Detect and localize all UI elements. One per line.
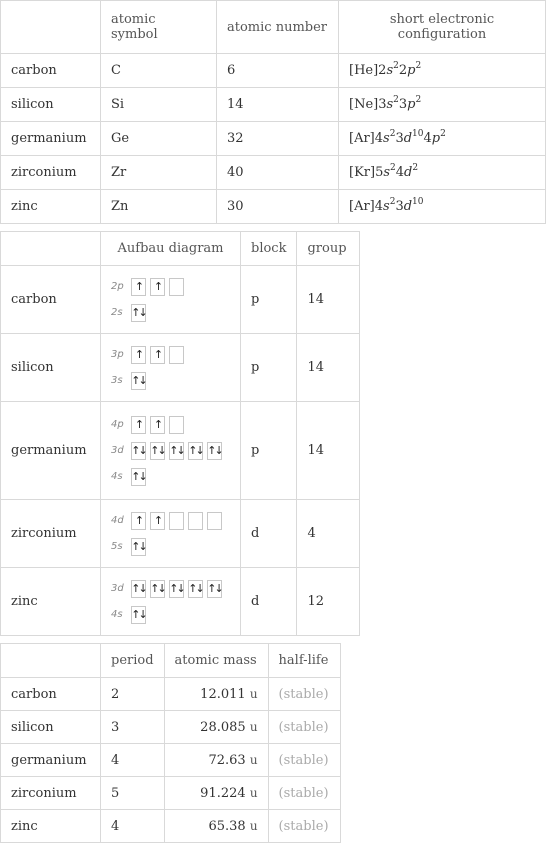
group-value: 14 xyxy=(297,334,360,402)
table-row xyxy=(1,88,546,122)
orbital-label: 3s xyxy=(111,375,123,386)
configuration-part: 4 xyxy=(423,131,432,146)
table-row xyxy=(1,744,341,777)
electron-configuration-table xyxy=(0,0,546,224)
configuration-part: 3 xyxy=(398,97,408,112)
atomic-symbol: Ge xyxy=(101,122,217,156)
orbital-box-pair: ↑↓ xyxy=(131,580,146,598)
mass-value: 65.38 xyxy=(208,818,246,834)
group-value: 14 xyxy=(297,266,360,334)
atomic-number: 14 xyxy=(217,88,339,122)
orbital-row xyxy=(111,277,230,297)
header-atomic-symbol: atomic symbol xyxy=(101,1,217,54)
configuration-part: s xyxy=(386,97,394,112)
orbital-diagram xyxy=(111,273,230,327)
electronic-configuration xyxy=(339,122,546,156)
orbital-box-empty xyxy=(188,512,203,530)
orbital-label: 4d xyxy=(111,515,124,526)
orbital-box-pair: ↑↓ xyxy=(169,442,184,460)
table-header-row xyxy=(1,644,341,678)
orbital-box-up: ↑ xyxy=(150,278,165,296)
orbital-label: 4p xyxy=(111,419,124,430)
mass-value: 12.011 xyxy=(200,686,246,702)
mass-unit: u xyxy=(249,686,258,701)
orbital-row xyxy=(111,371,230,391)
configuration-part: p xyxy=(407,63,416,78)
header-aufbau-diagram: Aufbau diagram xyxy=(101,232,241,266)
orbital-box-pair: ↑↓ xyxy=(131,538,146,556)
half-life-value: (stable) xyxy=(268,744,340,777)
configuration-part: 2 xyxy=(389,129,396,139)
block-value: p xyxy=(241,334,297,402)
atomic-symbol: C xyxy=(101,54,217,88)
orbital-diagram xyxy=(111,507,230,561)
configuration-part: [Ar]4 xyxy=(349,199,384,214)
group-value: 12 xyxy=(297,568,360,636)
configuration-part: 3 xyxy=(395,131,404,146)
configuration-part: 2 xyxy=(398,63,408,78)
atomic-number: 32 xyxy=(217,122,339,156)
atomic-mass xyxy=(164,777,268,810)
orbital-box-pair: ↑↓ xyxy=(131,468,146,486)
aufbau-diagram xyxy=(101,266,241,334)
electronic-configuration xyxy=(339,54,546,88)
orbital-label: 4s xyxy=(111,471,123,482)
header-group: group xyxy=(297,232,360,266)
mass-unit: u xyxy=(249,818,258,833)
element-name: zirconium xyxy=(1,500,101,568)
header-blank xyxy=(1,1,101,54)
orbital-box-pair: ↑↓ xyxy=(188,580,203,598)
configuration-part: s xyxy=(383,165,391,180)
orbital-label: 4s xyxy=(111,609,123,620)
element-name: germanium xyxy=(1,744,101,777)
element-name: carbon xyxy=(1,678,101,711)
table-row xyxy=(1,711,341,744)
orbital-row xyxy=(111,303,230,323)
element-name: germanium xyxy=(1,122,101,156)
table-row xyxy=(1,402,360,500)
configuration-part: 10 xyxy=(412,197,424,207)
half-life-value: (stable) xyxy=(268,810,340,843)
group-value: 14 xyxy=(297,402,360,500)
mass-value: 91.224 xyxy=(200,785,246,801)
configuration-part: 2 xyxy=(393,95,399,105)
configuration-part: [Ne]3 xyxy=(349,97,387,112)
aufbau-diagram xyxy=(101,334,241,402)
orbital-row xyxy=(111,579,230,599)
period-value: 5 xyxy=(101,777,165,810)
orbital-row xyxy=(111,511,230,531)
configuration-part: 2 xyxy=(440,129,446,139)
orbital-diagram xyxy=(111,575,230,629)
configuration-part: p xyxy=(431,131,441,146)
configuration-part: 4 xyxy=(395,165,405,180)
block-value: d xyxy=(241,500,297,568)
configuration-part: 3 xyxy=(395,199,404,214)
configuration-part: d xyxy=(403,131,413,146)
period-value: 4 xyxy=(101,744,165,777)
orbital-label: 3d xyxy=(111,445,124,456)
configuration-part: 2 xyxy=(393,61,399,71)
mass-value: 28.085 xyxy=(200,719,246,735)
aufbau-diagram xyxy=(101,568,241,636)
configuration-part: d xyxy=(404,165,413,180)
orbital-row xyxy=(111,467,230,487)
configuration-part: [He]2 xyxy=(349,63,387,78)
configuration-part: s xyxy=(386,63,394,78)
header-period: period xyxy=(101,644,165,678)
orbital-box-pair: ↑↓ xyxy=(169,580,184,598)
atomic-mass xyxy=(164,711,268,744)
element-name: germanium xyxy=(1,402,101,500)
orbital-label: 2s xyxy=(111,307,123,318)
electronic-configuration xyxy=(339,88,546,122)
orbital-box-up: ↑ xyxy=(150,346,165,364)
orbital-box-pair: ↑↓ xyxy=(207,442,222,460)
header-electronic-configuration: short electronic configuration xyxy=(339,1,546,54)
configuration-part: 2 xyxy=(412,163,419,173)
element-name: silicon xyxy=(1,334,101,402)
table-header-row xyxy=(1,232,360,266)
electronic-configuration xyxy=(339,156,546,190)
orbital-label: 5s xyxy=(111,541,123,552)
orbital-row xyxy=(111,605,230,625)
orbital-box-empty xyxy=(169,278,184,296)
orbital-label: 3p xyxy=(111,349,124,360)
orbital-label: 3d xyxy=(111,583,124,594)
mass-unit: u xyxy=(249,785,258,800)
mass-unit: u xyxy=(249,719,258,734)
element-name: zirconium xyxy=(1,156,101,190)
orbital-row xyxy=(111,441,230,461)
orbital-box-up: ↑ xyxy=(150,416,165,434)
configuration-part: p xyxy=(407,97,416,112)
orbital-box-pair: ↑↓ xyxy=(131,442,146,460)
group-value: 4 xyxy=(297,500,360,568)
orbital-box-pair: ↑↓ xyxy=(131,372,146,390)
configuration-part: 2 xyxy=(415,61,422,71)
period-value: 2 xyxy=(101,678,165,711)
configuration-part: s xyxy=(383,131,390,146)
element-name: silicon xyxy=(1,711,101,744)
element-name: carbon xyxy=(1,54,101,88)
aufbau-diagram xyxy=(101,402,241,500)
block-value: p xyxy=(241,266,297,334)
table-row xyxy=(1,777,341,810)
orbital-box-pair: ↑↓ xyxy=(150,580,165,598)
orbital-box-empty xyxy=(169,512,184,530)
orbital-box-up: ↑ xyxy=(131,416,146,434)
element-name: silicon xyxy=(1,88,101,122)
half-life-value: (stable) xyxy=(268,711,340,744)
half-life-value: (stable) xyxy=(268,777,340,810)
element-name: zinc xyxy=(1,190,101,224)
header-blank xyxy=(1,232,101,266)
orbital-box-empty xyxy=(207,512,222,530)
orbital-box-up: ↑ xyxy=(131,512,146,530)
orbital-box-empty xyxy=(169,346,184,364)
table-row xyxy=(1,678,341,711)
period-value: 4 xyxy=(101,810,165,843)
orbital-label: 2p xyxy=(111,281,124,292)
configuration-part: s xyxy=(383,199,390,214)
atomic-number: 40 xyxy=(217,156,339,190)
atomic-mass xyxy=(164,810,268,843)
orbital-row xyxy=(111,415,230,435)
orbital-row xyxy=(111,537,230,557)
electronic-configuration xyxy=(339,190,546,224)
element-name: zirconium xyxy=(1,777,101,810)
element-name: zinc xyxy=(1,810,101,843)
table-header-row xyxy=(1,1,546,54)
configuration-part: 10 xyxy=(412,129,424,139)
configuration-part: [Kr]5 xyxy=(349,165,384,180)
table-row xyxy=(1,810,341,843)
table-row xyxy=(1,190,546,224)
header-block: block xyxy=(241,232,297,266)
orbital-box-pair: ↑↓ xyxy=(207,580,222,598)
block-value: d xyxy=(241,568,297,636)
orbital-diagram xyxy=(111,341,230,395)
configuration-part: 2 xyxy=(415,95,422,105)
orbital-box-pair: ↑↓ xyxy=(131,606,146,624)
table-row xyxy=(1,156,546,190)
header-half-life: half-life xyxy=(268,644,340,678)
orbital-box-pair: ↑↓ xyxy=(150,442,165,460)
mass-table xyxy=(0,643,341,843)
orbital-box-pair: ↑↓ xyxy=(188,442,203,460)
table-row xyxy=(1,568,360,636)
atomic-symbol: Zr xyxy=(101,156,217,190)
half-life-value: (stable) xyxy=(268,678,340,711)
configuration-part: d xyxy=(403,199,413,214)
orbital-row xyxy=(111,345,230,365)
table-row xyxy=(1,122,546,156)
block-value: p xyxy=(241,402,297,500)
configuration-part: 2 xyxy=(390,163,396,173)
configuration-part: [Ar]4 xyxy=(349,131,384,146)
orbital-box-up: ↑ xyxy=(131,278,146,296)
header-blank xyxy=(1,644,101,678)
table-row xyxy=(1,334,360,402)
table-row xyxy=(1,500,360,568)
header-atomic-mass: atomic mass xyxy=(164,644,268,678)
aufbau-diagram xyxy=(101,500,241,568)
mass-value: 72.63 xyxy=(208,752,246,768)
element-name: zinc xyxy=(1,568,101,636)
atomic-mass xyxy=(164,744,268,777)
configuration-part: 2 xyxy=(389,197,396,207)
orbital-box-pair: ↑↓ xyxy=(131,304,146,322)
element-name: carbon xyxy=(1,266,101,334)
orbital-box-up: ↑ xyxy=(131,346,146,364)
atomic-symbol: Zn xyxy=(101,190,217,224)
orbital-box-up: ↑ xyxy=(150,512,165,530)
atomic-mass xyxy=(164,678,268,711)
atomic-number: 6 xyxy=(217,54,339,88)
aufbau-table xyxy=(0,231,360,636)
orbital-box-empty xyxy=(169,416,184,434)
atomic-symbol: Si xyxy=(101,88,217,122)
atomic-number: 30 xyxy=(217,190,339,224)
period-value: 3 xyxy=(101,711,165,744)
orbital-diagram xyxy=(111,411,230,491)
header-atomic-number: atomic number xyxy=(217,1,339,54)
table-row xyxy=(1,266,360,334)
mass-unit: u xyxy=(249,752,258,767)
table-row xyxy=(1,54,546,88)
